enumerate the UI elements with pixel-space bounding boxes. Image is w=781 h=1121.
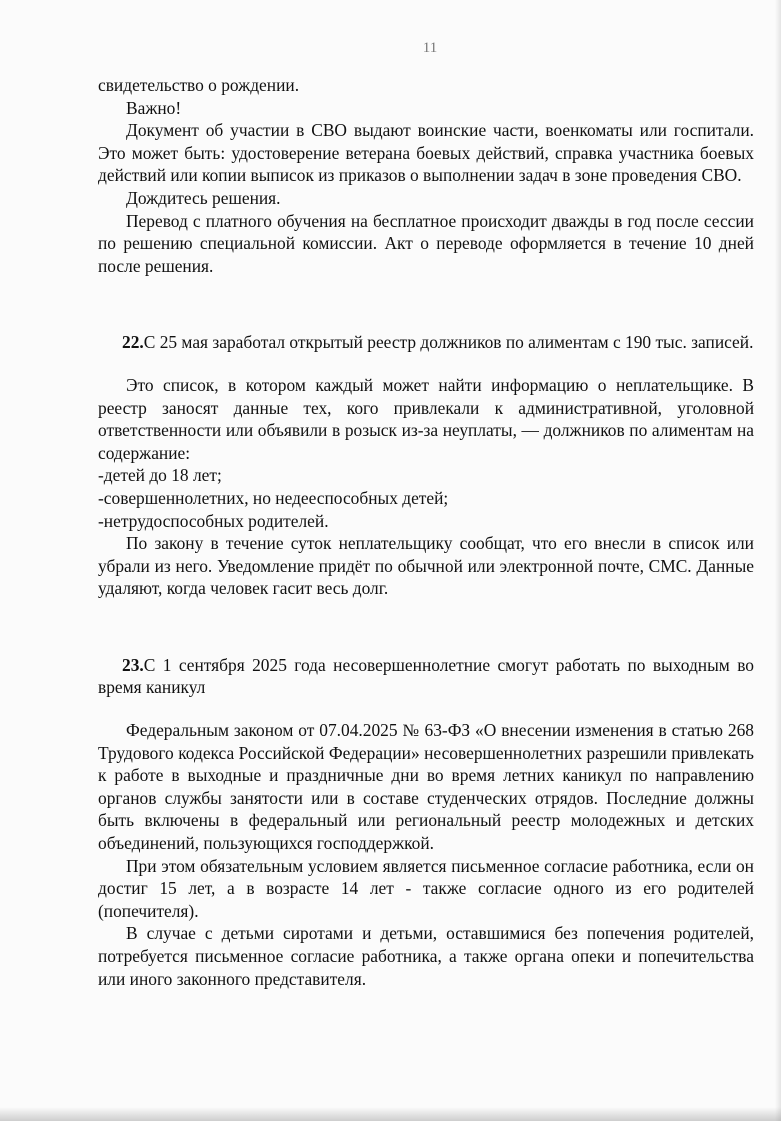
spacer	[98, 354, 754, 374]
document-body	[98, 74, 754, 990]
section-23-paragraph-1: Федеральным законом от 07.04.2025 № 63-ФЗ «О внесении изменения в статью 268 Трудового кодекса Российской Федерации» несовершеннолетних разрешили привлекать к работе в выходные и праздничные дни во время летних каникул по направлению органов службы занятости или в составе студенческих отрядов. Последние должны быть включены в федеральный или региональный реестр молодежных и детских объединений, пользующихся господдержкой.	[98, 720, 754, 854]
section-23-heading	[98, 654, 754, 699]
spacer	[98, 699, 754, 719]
list-item: -нетрудоспособных родителей.	[98, 510, 329, 531]
section-23-number: 23.	[122, 654, 144, 675]
scan-edge-shadow	[775, 0, 781, 1121]
section-22-paragraph-1: Это список, в котором каждый может найти информацию о неплательщике. В реестр заносят данные тех, кого привлекали к административной, уголовной ответственности или объявили в розыск из-за неуплаты, — должников по алиментам на содержание:	[98, 374, 754, 463]
scan-edge-shadow	[0, 1107, 781, 1121]
paragraph-wait-decision: Дождитесь решения.	[126, 187, 281, 208]
section-22-paragraph-2: По закону в течение суток неплательщику сообщат, что его внесли в список или убрали из него. Уведомление придёт по обычной или электронной почте, СМС. Данные удаляют, когда человек гасит весь долг.	[98, 533, 754, 599]
section-22-title: С 25 мая заработал открытый реестр должников по алиментам с 190 тыс. записей.	[143, 332, 754, 353]
paragraph-important: Важно!	[126, 97, 182, 118]
section-23-title: С 1 сентября 2025 года несовершеннолетние смогут работать по выходным во время каникул	[98, 654, 754, 698]
section-22-number: 22.	[122, 332, 144, 353]
page-number: 11	[422, 40, 438, 56]
section-23-paragraph-3: В случае с детьми сиротами и детьми, оставшимися без попечения родителей, потребуется письменное согласие работника, а также органа опеки и попечительства или иного законного представителя.	[98, 923, 754, 989]
spacer	[98, 277, 754, 331]
paragraph-svo-document: Документ об участии в СВО выдают воинские части, военкоматы или госпитали. Это может быть: удостоверение ветерана боевых действий, справка участника боевых действий или копии выписок из приказов о выполнении задач в зоне проведения СВО.	[98, 120, 754, 186]
spacer	[98, 600, 754, 654]
list-item: -детей до 18 лет;	[98, 465, 222, 486]
section-22-heading	[98, 331, 754, 354]
paragraph-birth-certificate: свидетельство о рождении.	[98, 75, 300, 95]
section-23-paragraph-2: При этом обязательным условием является письменное согласие работника, если он достиг 15 лет, а в возрасте 14 лет - также согласие одного из его родителей (попечителя).	[98, 855, 754, 921]
list-item: -совершеннолетних, но недееспособных детей;	[98, 487, 449, 508]
paragraph-transfer: Перевод с платного обучения на бесплатное происходит дважды в год после сессии по решению специальной комиссии. Акт о переводе оформляется в течение 10 дней после решения.	[98, 210, 754, 276]
